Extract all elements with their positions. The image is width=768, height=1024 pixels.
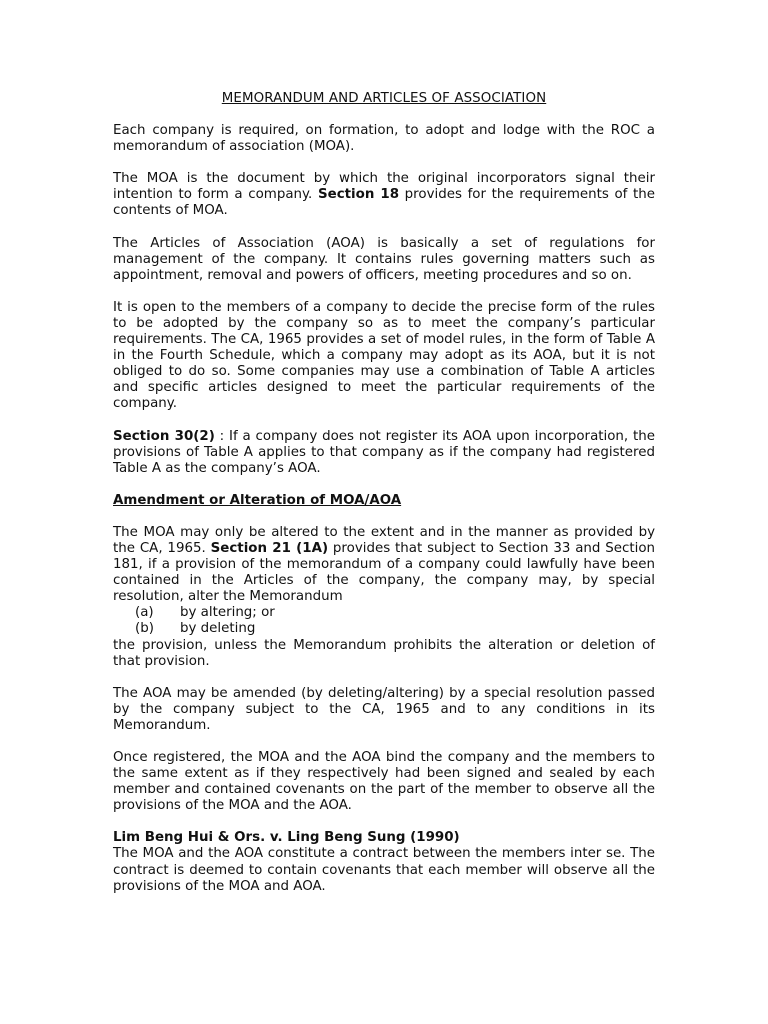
list-marker: (a): [135, 605, 154, 621]
paragraph-alteration-proviso: the provision, unless the Memorandum prohibits the alteration or deletion of that provision.: [113, 637, 655, 669]
paragraph-section-30: [113, 429, 655, 477]
paragraph-case-holding: The MOA and the AOA constitute a contract between the members inter se. The contract is deemed to contain covenants that each member will observe all the provisions of the MOA and AOA.: [113, 846, 655, 894]
paragraph-moa-definition: [113, 171, 655, 219]
list-item: [113, 621, 655, 637]
paragraph-aoa-definition: The Articles of Association (AOA) is basically a set of regulations for management of the company. It contains rules governing matters such as appointment, removal and powers of officers, meeting procedures and so on.: [113, 235, 655, 283]
section-reference: Section 30(2): [113, 428, 215, 444]
list-text: by altering; or: [180, 605, 275, 621]
section-reference: Section 21 (1A): [210, 540, 329, 556]
section-reference: Section 18: [317, 187, 400, 203]
list-marker: (b): [135, 621, 154, 637]
paragraph-moa-alteration: [113, 525, 655, 605]
paragraph-text: provides that subject to Section 33 and Section 181, if a provision of the memorandum of a company could lawfully have been contained in the Articles of the company, the company may, by special resolution, alter the Memorandum: [113, 540, 655, 605]
list-text: by deleting: [180, 621, 256, 637]
paragraph-text: The MOA is the document by which the original incorporators signal their intention to form a company.: [113, 171, 655, 203]
alteration-list: [113, 605, 655, 637]
case-heading: Lim Beng Hui & Ors. v. Ling Beng Sung (1990): [113, 830, 460, 846]
paragraph-text: provides for the requirements of the contents of MOA.: [113, 187, 656, 219]
paragraph-text: The MOA may only be altered to the extent and in the manner as provided by the CA, 1965.: [113, 524, 655, 556]
paragraph-text: : If a company does not register its AOA upon incorporation, the provisions of Table A applies to that company as if the company had registered Table A as the company’s AOA.: [113, 428, 655, 476]
paragraph-formation: Each company is required, on formation, to adopt and lodge with the ROC a memorandum of association (MOA).: [113, 123, 655, 155]
heading-amendment: Amendment or Alteration of MOA/AOA: [113, 492, 402, 508]
list-item: [113, 605, 655, 621]
document-page: [113, 91, 655, 911]
document-title: MEMORANDUM AND ARTICLES OF ASSOCIATION: [221, 91, 547, 106]
paragraph-table-a: It is open to the members of a company to decide the precise form of the rules to be adopted by the company so as to meet the company’s particular requirements. The CA, 1965 provides a set of model rules, in the form of Table A in the Fourth Schedule, which a company may adopt as its AOA, but it is not obliged to do so. Some companies may use a combination of Table A articles and specific articles designed to meet the particular requirements of the company.: [113, 299, 655, 412]
paragraph-binding-effect: Once registered, the MOA and the AOA bind the company and the members to the same extent as if they respectively had been signed and sealed by each member and contained covenants on the part of the member to observe all the provisions of the MOA and the AOA.: [113, 750, 655, 814]
paragraph-aoa-amendment: The AOA may be amended (by deleting/altering) by a special resolution passed by the company subject to the CA, 1965 and to any conditions in its Memorandum.: [113, 685, 655, 733]
